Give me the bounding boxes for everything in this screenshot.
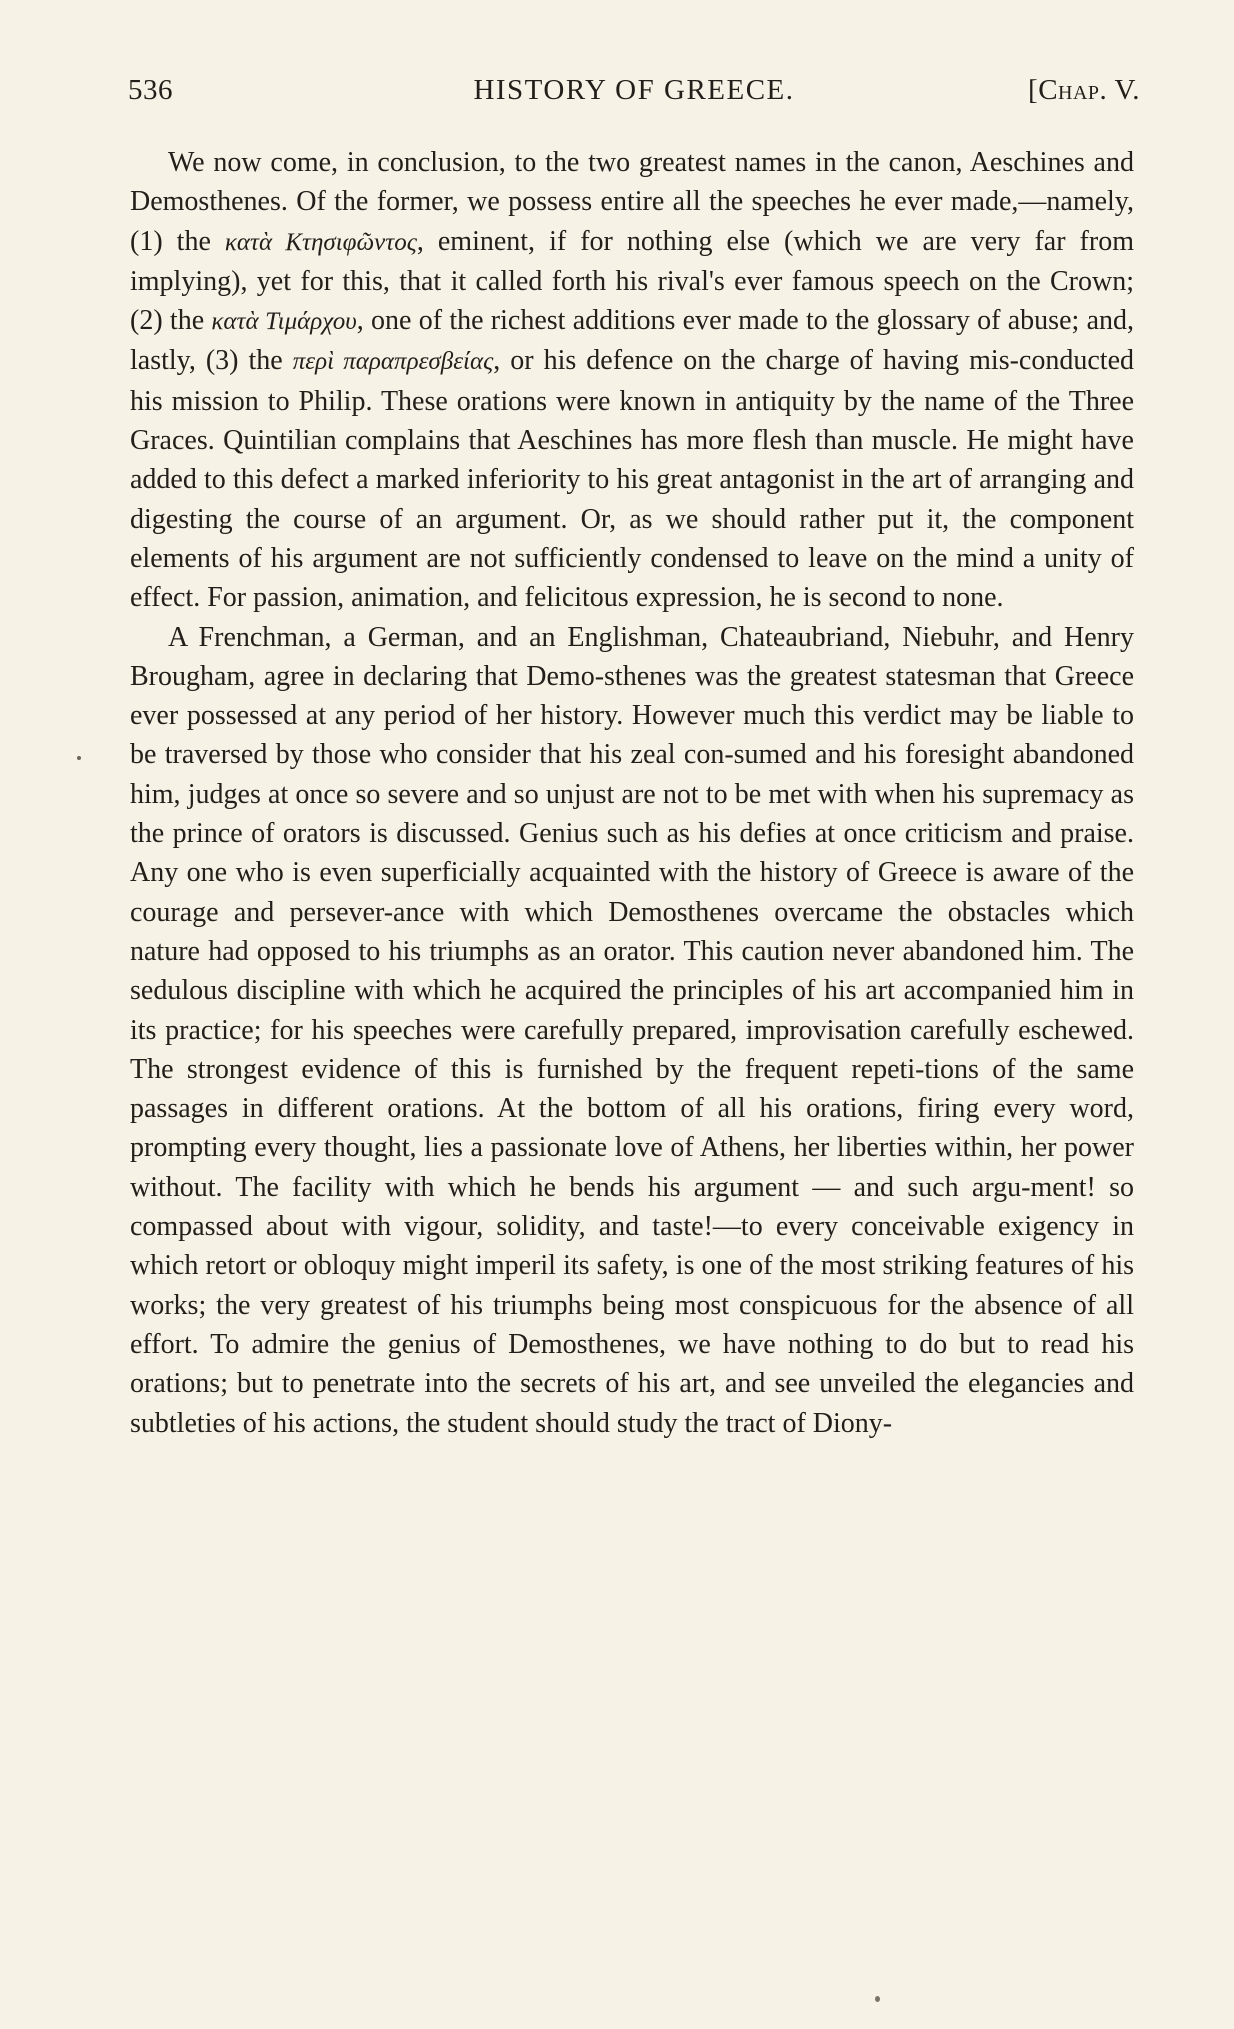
- paragraph-aeschines: [130, 143, 1134, 618]
- running-header: [128, 74, 1140, 118]
- running-title: HISTORY OF GREECE.: [473, 74, 795, 106]
- body-text: [130, 143, 1134, 1443]
- text-segment: , one of the richest additions ever made to the glossary of abuse; and, lastly, (3) the: [130, 305, 1134, 377]
- greek-title-ctesiphon: κατὰ Κτησιφῶντος: [224, 228, 417, 256]
- text-segment: , eminent, if for nothing else (which we are very far from implying), yet for this, that it called forth his rival's ever famous speech on the Crown; (2) the: [130, 225, 1134, 337]
- page-number: 536: [128, 74, 173, 106]
- page-speck: [875, 1996, 880, 2002]
- margin-mark: [77, 756, 81, 760]
- text-segment: We now come, in conclusion, to the two greatest names in the canon, Aeschines and Demosthenes. Of the former, we possess entire all the speeches he ever made,—namely, (1) the: [130, 147, 1134, 257]
- text-segment: , or his defence on the charge of having mis-conducted his mission to Philip. These orations were known in antiquity by the name of the Three Graces. Quintilian complains that Aeschines has more flesh than muscle. He might have added to this defect a marked inferiority to his great antagonist in the art of arranging and digesting the course of an argument. Or, as we should rather put it, the component elements of his argument are not sufficiently condensed to leave on the mind a unity of effect. For passion, animation, and felicitous expression, he is second to none.: [130, 345, 1134, 614]
- greek-title-embassy: περὶ παραπρεσβείας: [292, 348, 494, 376]
- greek-title-timarchus: κατὰ Τιμάρχου: [211, 308, 357, 336]
- paragraph-demosthenes: A Frenchman, a German, and an Englishman, Chateaubriand, Niebuhr, and Henry Brougham, agree in declaring that Demo-sthenes was the greatest statesman that Greece ever possessed at any period of her history. However much this verdict may be liable to be traversed by those who consider that his zeal con-sumed and his foresight abandoned him, judges at once so severe and so unjust are not to be met with when his supremacy as the prince of orators is discussed. Genius such as his defies at once criticism and praise. Any one who is even superficially acquainted with the history of Greece is aware of the courage and persever-ance with which Demosthenes overcame the obstacles which nature had opposed to his triumphs as an orator. This caution never abandoned him. The sedulous discipline with which he acquired the principles of his art accompanied him in its practice; for his speeches were carefully prepared, improvisation carefully eschewed. The strongest evidence of this is furnished by the frequent repeti-tions of the same passages in different orations. At the bottom of all his orations, firing every word, prompting every thought, lies a passionate love of Athens, her liberties within, her power without. The facility with which he bends his argument — and such argu-ment! so compassed about with vigour, solidity, and taste!—to every conceivable exigency in which retort or obloquy might imperil its safety, is one of the most striking features of his works; the very greatest of his triumphs being most conspicuous for the absence of all effort. To admire the genius of Demosthenes, we have nothing to do but to read his orations; but to penetrate into the secrets of his art, and see unveiled the elegancies and subtleties of his actions, the student should study the tract of Diony-: [130, 621, 1134, 1439]
- chapter-label: [Chap. V.: [1028, 74, 1140, 106]
